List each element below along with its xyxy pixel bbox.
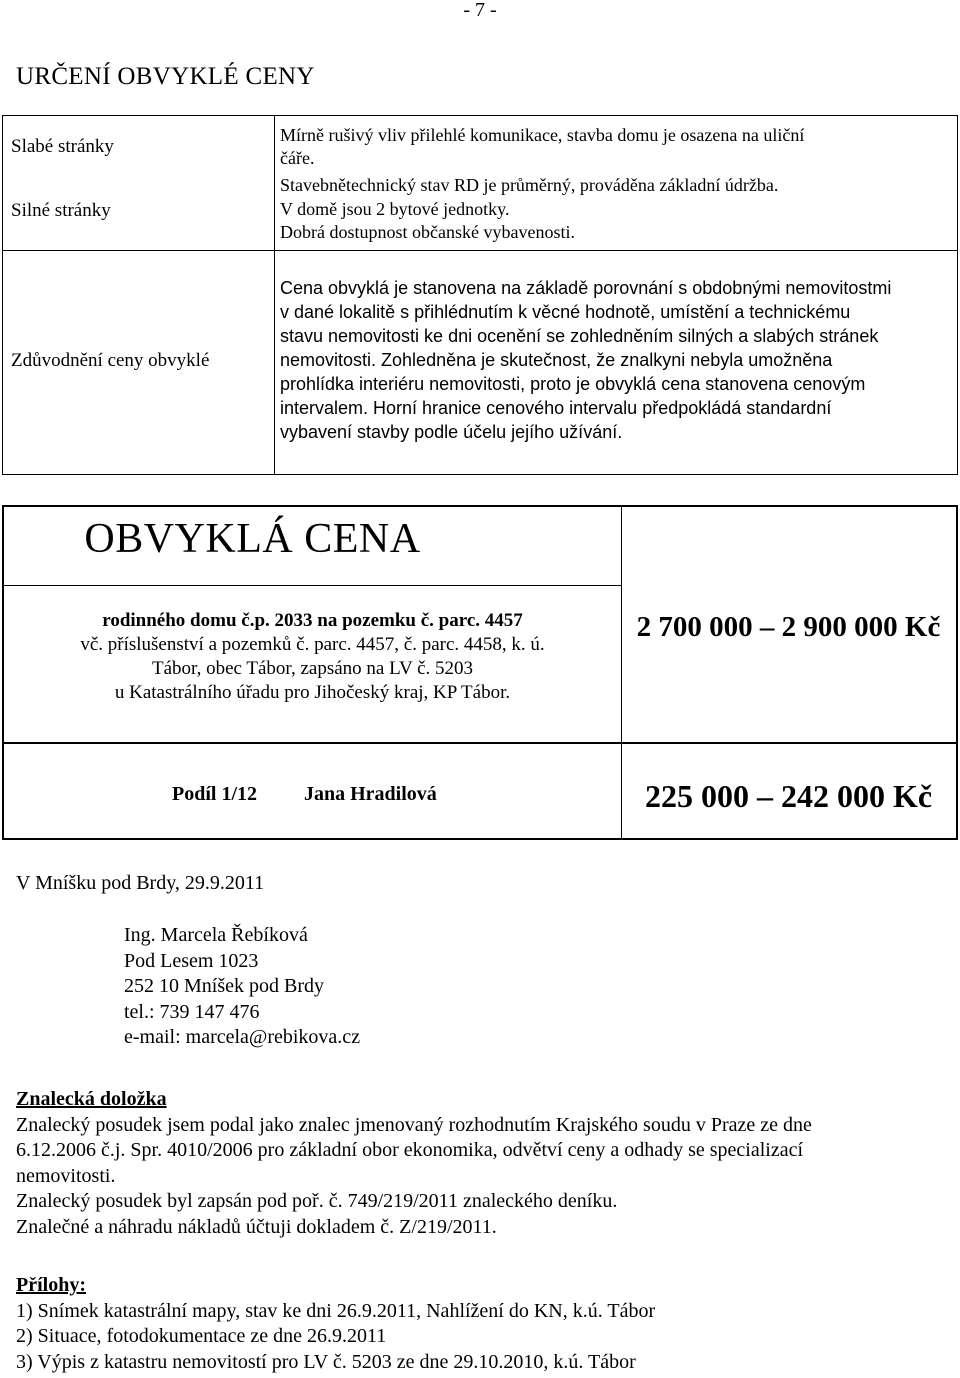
weak-points-text xyxy=(280,124,804,170)
property-line: Tábor, obec Tábor, zapsáno na LV č. 5203 xyxy=(151,658,474,679)
attachments xyxy=(16,1273,951,1375)
signature-street: Pod Lesem 1023 xyxy=(124,949,259,972)
justification-line: nemovitosti. Zohledněna je skutečnost, že znalkyni nebyla umožněna xyxy=(280,350,833,370)
place-date: V Mníšku pod Brdy, 29.9.2011 xyxy=(16,872,265,894)
justification-text xyxy=(280,276,891,444)
clause-line: Znalecký posudek byl zapsán pod poř. č. 749/219/2011 znaleckého deníku. xyxy=(16,1190,618,1212)
strong-line: Dobrá dostupnost občanské vybavenosti. xyxy=(280,222,575,242)
attachment-item: 3) Výpis z katastru nemovitostí pro LV č. 5203 ze dne 29.10.2010, k.ú. Tábor xyxy=(16,1350,636,1373)
share-owner: Jana Hradilová xyxy=(304,783,437,805)
weak-line: Mírně rušivý vliv přilehlé komunikace, stavba domu je osazena na uliční xyxy=(280,125,805,145)
clause-line: Znalečné a náhradu nákladů účtuji dokladem č. Z/219/2011. xyxy=(16,1215,497,1238)
assessment-table xyxy=(2,115,958,475)
signature-city: 252 10 Mníšek pod Brdy xyxy=(124,975,324,997)
property-line: vč. příslušenství a pozemků č. parc. 4457, č. parc. 4458, k. ú. xyxy=(80,634,545,655)
clause-line: Znalecký posudek jsem podal jako znalec jmenovaný rozhodnutím Krajského soudu v Praze ze dne xyxy=(16,1113,812,1136)
share-price: 225 000 – 242 000 Kč xyxy=(644,778,933,814)
justification-line: prohlídka interiéru nemovitosti, proto je obvyklá cena stanovena cenovým xyxy=(280,374,866,394)
property-line: rodinného domu č.p. 2033 na pozemku č. parc. 4457 xyxy=(102,610,523,631)
section-heading: URČENÍ OBVYKLÉ CENY xyxy=(16,63,315,90)
table-divider xyxy=(4,585,621,586)
property-line: u Katastrálního úřadu pro Jihočeský kraj, KP Tábor. xyxy=(114,682,511,703)
justification-line: Cena obvyklá je stanovena na základě porovnání s obdobnými nemovitostmi xyxy=(280,278,892,298)
price-table xyxy=(2,505,958,840)
justification-line: intervalem. Horní hranice cenového intervalu předpokládá standardní xyxy=(280,398,832,418)
justification-line: stavu nemovitosti ke dni ocenění se zohledněním silných a slabých stránek xyxy=(280,326,879,346)
clause-line: 6.12.2006 č.j. Spr. 4010/2006 pro základní obor ekonomika, odvětví ceny a odhady se specializací xyxy=(16,1139,804,1161)
justification-line: vybavení stavby podle účelu jejího užívání. xyxy=(280,422,623,442)
attachment-item: 2) Situace, fotodokumentace ze dne 26.9.2011 xyxy=(16,1325,387,1347)
page-number: - 7 - xyxy=(463,0,497,21)
signature-block xyxy=(124,923,360,1051)
signature-phone: tel.: 739 147 476 xyxy=(124,1000,260,1023)
price-range: 2 700 000 – 2 900 000 Kč xyxy=(636,611,941,643)
justification-label: Zdůvodnění ceny obvyklé xyxy=(11,350,210,371)
expert-clause-title: Znalecká doložka xyxy=(16,1088,167,1110)
price-title: OBVYKLÁ CENA xyxy=(84,516,421,562)
strong-line: V domě jsou 2 bytové jednotky. xyxy=(280,198,510,219)
clause-line: nemovitosti. xyxy=(16,1164,116,1187)
strong-points-text xyxy=(280,174,778,245)
property-description xyxy=(4,609,621,705)
signature-email: e-mail: marcela@rebikova.cz xyxy=(124,1026,361,1048)
table-divider xyxy=(3,250,957,251)
weak-line: čáře. xyxy=(280,148,315,168)
weak-points-label: Slabé stránky xyxy=(11,136,114,157)
justification-line: v dané lokalitě s přihlédnutím k věcné hodnotě, umístění a technickému xyxy=(280,302,851,322)
attachments-title: Přílohy: xyxy=(16,1274,86,1296)
expert-clause xyxy=(16,1087,951,1240)
share-label: Podíl 1/12 xyxy=(172,783,258,805)
table-divider xyxy=(274,116,275,474)
table-divider xyxy=(4,742,956,744)
strong-line: Stavebnětechnický stav RD je průměrný, prováděna základní údržba. xyxy=(280,175,779,195)
attachment-item: 1) Snímek katastrální mapy, stav ke dni 26.9.2011, Nahlížení do KN, k.ú. Tábor xyxy=(16,1299,656,1322)
strong-points-label: Silné stránky xyxy=(11,200,111,221)
signature-name: Ing. Marcela Řebíková xyxy=(124,924,308,946)
